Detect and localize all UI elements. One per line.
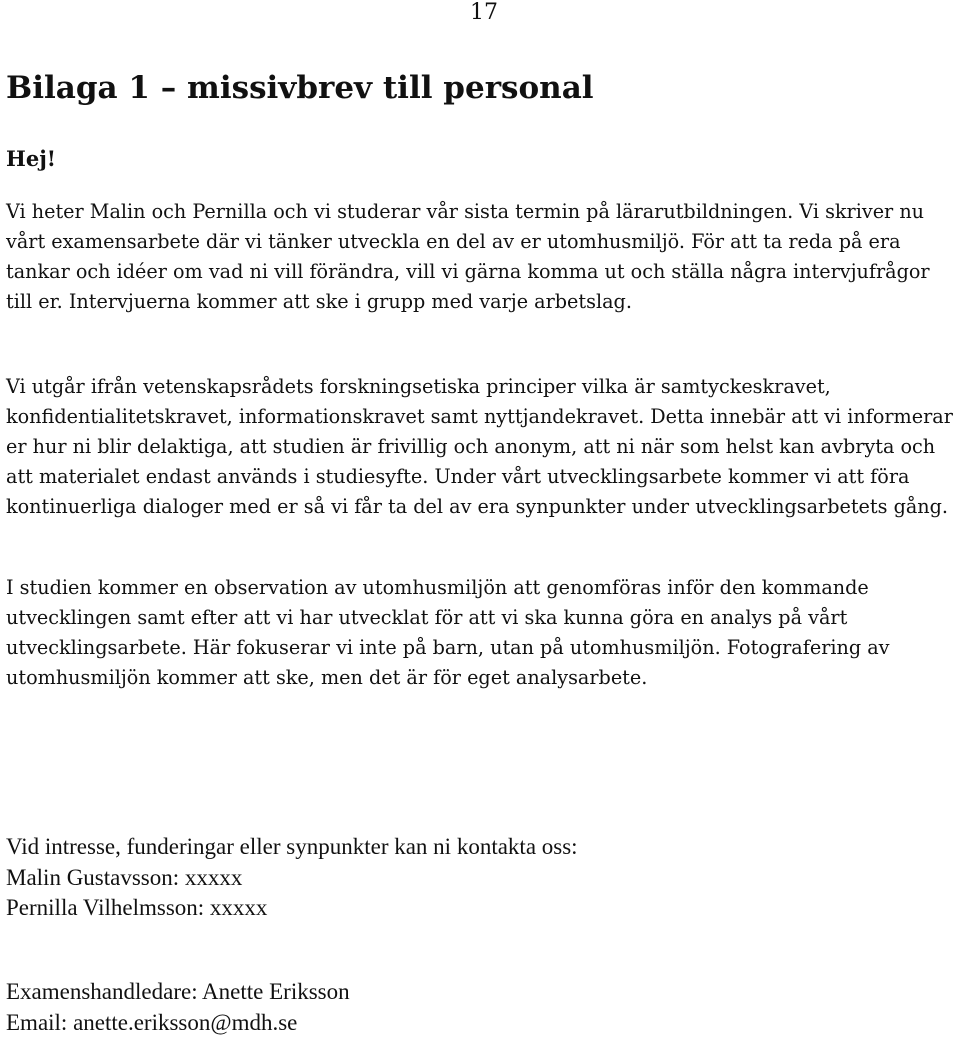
greeting: Hej! (6, 144, 56, 174)
contact-block (6, 832, 578, 924)
supervisor-email: Email: anette.eriksson@mdh.se (6, 1008, 350, 1038)
supervisor-block (6, 977, 350, 1038)
page-number: 17 (470, 0, 498, 26)
contact-intro: Vid intresse, funderingar eller synpunkter kan ni kontakta oss: (6, 832, 578, 863)
paragraph-introduction: Vi heter Malin och Pernilla och vi studerar vår sista termin på lärarutbildningen. Vi skriver nu vårt examensarbete där vi tänker utveckla en del av er utomhusmiljö. För att ta reda på era tankar och idéer om vad ni vill förändra, vill vi gärna komma ut och ställa några intervjufrågor till er. Intervjuerna kommer att ske i grupp med varje arbetslag. (6, 197, 956, 317)
contact-person-malin: Malin Gustavsson: xxxxx (6, 863, 578, 894)
paragraph-ethics: Vi utgår ifrån vetenskapsrådets forskningsetiska principer vilka är samtyckeskravet, konfidentialitetskravet, informationskravet samt nyttjandekravet. Detta innebär att vi informerar er hur ni blir delaktiga, att studien är frivillig och anonym, att ni när som helst kan avbryta och att materialet endast används i studiesyfte. Under vårt utvecklingsarbete kommer vi att föra kontinuerliga dialoger med er så vi får ta del av era synpunkter under utvecklingsarbetets gång. (6, 372, 956, 522)
supervisor-name: Examenshandledare: Anette Eriksson (6, 977, 350, 1008)
page-title: Bilaga 1 – missivbrev till personal (6, 68, 594, 108)
contact-person-pernilla: Pernilla Vilhelmsson: xxxxx (6, 893, 578, 924)
paragraph-observation: I studien kommer en observation av utomhusmiljön att genomföras inför den kommande utvecklingen samt efter att vi har utvecklat för att vi ska kunna göra en analys på vårt utvecklingsarbete. Här fokuserar vi inte på barn, utan på utomhusmiljön. Fotografering av utomhusmiljön kommer att ske, men det är för eget analysarbete. (6, 573, 956, 693)
